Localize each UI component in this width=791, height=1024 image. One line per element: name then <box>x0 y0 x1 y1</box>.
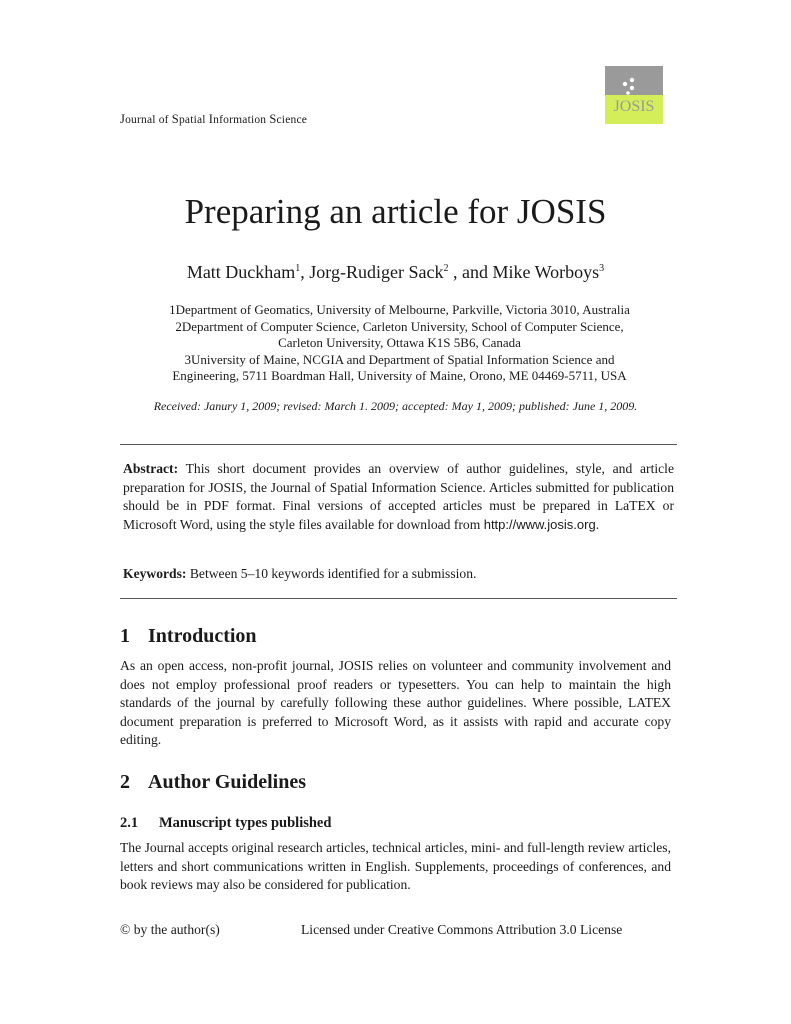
author-name: Jorg-Rudiger Sack <box>309 262 444 282</box>
author-name: Mike Worboys <box>492 262 600 282</box>
affiliation-line: 3University of Maine, NCGIA and Department of Spatial Information Science and <box>184 351 615 367</box>
manuscript-paragraph: The Journal accepts original research articles, technical articles, mini- and full-length review articles, letters and short communications written in English. Supplements, proceedings of conferences, and book reviews may also be considered for publication. <box>120 840 671 892</box>
author-name: Matt Duckham <box>186 262 296 282</box>
author-list: Matt Duckham$^1$, Jorg-Rudiger Sack$^2$ , and Mike Worboys$^3$ <box>186 262 605 282</box>
affiliation-line: Carleton University, Ottawa K1S 5B6, Canada <box>278 335 521 350</box>
abstract-text: This short document provides an overview of author guidelines, style, and article preparation for JOSIS, the Journal of Spatial Information Science. Articles submitted for publication should be in PDF format. Final versions of accepted articles must be prepared in LaTEX or Microsoft Word, using the style files available for download from <box>123 461 674 532</box>
author-mark: 1 <box>295 263 301 274</box>
subsection-heading-manuscript-types: 2.1 Manuscript types published <box>120 815 332 831</box>
copyright-notice: © by the author(s) <box>120 922 220 937</box>
author-mark: 2 <box>443 263 449 274</box>
josis-logo <box>605 66 663 124</box>
divider <box>120 598 677 599</box>
affiliation-line: 1Department of Geomatics, University of Melbourne, Parkville, Victoria 3010, Australia <box>169 302 630 317</box>
keywords-label: Keywords: <box>123 566 187 581</box>
affiliations <box>120 302 679 385</box>
keywords <box>123 566 476 582</box>
abstract-label: Abstract: <box>123 461 179 476</box>
publication-dates: Received: Janury 1, 2009; revised: March 1. 2009; accepted: May 1, 2009; published: June 1, 2009. <box>153 399 638 413</box>
introduction-paragraph: As an open access, non-profit journal, JOSIS relies on volunteer and community involvement and does not employ professional proof readers or typesetters. You can help to maintain the high standards of the journal by carefully following these author guidelines. Where possible, LATEX document preparation is preferred to Microsoft Word, as it assists with rapid and accurate copy editing. <box>120 658 671 747</box>
section-heading-introduction: 1 Introduction <box>120 625 257 647</box>
logo-text: JOSIS <box>613 98 655 115</box>
affiliation-line: Engineering, 5711 Boardman Hall, University of Maine, Orono, ME 04469-5711, USA <box>172 368 627 383</box>
journal-name: Journal of Spatial Information Science <box>120 112 308 126</box>
license-notice: Licensed under Creative Commons Attribution 3.0 License <box>301 922 623 937</box>
journal-url-link[interactable]: http://www.josis.org <box>483 516 596 532</box>
author-mark: 3 <box>599 263 605 274</box>
divider <box>120 444 677 445</box>
section-heading-author-guidelines: 2 Author Guidelines <box>120 771 306 793</box>
affiliation-line: 2Department of Computer Science, Carleton University, School of Computer Science, <box>175 318 624 334</box>
keywords-text: Between 5–10 keywords identified for a submission. <box>189 566 477 581</box>
paper-title: Preparing an article for JOSIS <box>184 192 607 231</box>
abstract: Abstract: This short document provides an overview of author guidelines, style, and article preparation for JOSIS, the Journal of Spatial Information Science. Articles submitted for publication should be in PDF format. Final versions of accepted articles must be prepared in LaTEX or Microsoft Word, using the style files available for download from http://www.josis.org. <box>123 461 674 532</box>
